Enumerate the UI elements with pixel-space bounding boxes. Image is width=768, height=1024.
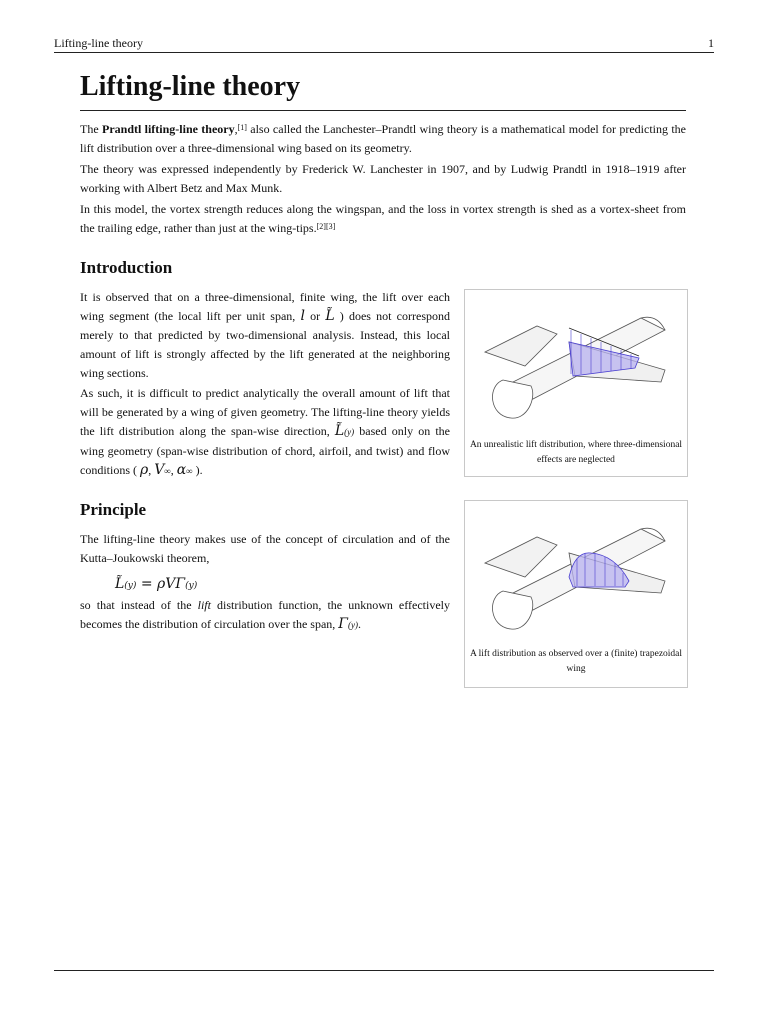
- formula-rhs: = ρVΓ: [136, 576, 186, 592]
- citation-2-3[interactable]: [2][3]: [316, 222, 336, 231]
- math-L-y: L̃: [334, 423, 345, 439]
- principle-heading: Principle: [80, 500, 147, 519]
- math-sep-2: ,: [170, 463, 177, 477]
- formula-lhs-subscript: (y): [124, 581, 137, 591]
- intro-paragraph-2: The theory was expressed independently by Frederick W. Lanchester in 1907, and by Ludwig Prandtl in 1918–1919 after working with Albert Betz and Max Munk.: [80, 162, 686, 195]
- figure-uniform-lift: [464, 289, 688, 477]
- figure-2-caption: A lift distribution as observed over a (finite) trapezoidal wing: [469, 649, 683, 674]
- intro-p1-rest: also called the Lanchester–Prandtl wing theory is a mathematical model for predicting the lift distribution over a three-dimensional wing based on its geometry.: [80, 122, 686, 155]
- math-V: V: [154, 462, 165, 478]
- introduction-paragraph-1: [80, 288, 450, 383]
- intro-paragraph-1: [80, 120, 686, 158]
- math-rho: ρ: [140, 462, 149, 478]
- wing-illustration-trapezoidal: [465, 501, 687, 651]
- citation-1[interactable]: [1]: [237, 123, 247, 132]
- math-L-tilde: L̃: [325, 308, 335, 324]
- page-title: Lifting-line theory: [80, 70, 686, 111]
- tailplane-2: [485, 537, 557, 577]
- intro-text-or: or: [304, 309, 326, 323]
- intro2-text-a: As such, it is difficult to predict analytically the overall amount of lift that will be generated by a wing of given geometry. The lifting-line theory yields the lift distribution along the span-wise direction,: [80, 386, 450, 438]
- intro-paragraph-3: [80, 200, 686, 238]
- formula-lhs: L̃: [115, 576, 125, 592]
- intro2-text-b: based only on the wing geometry (span-wise distribution of chord, airfoil, and twist) and flow conditions (: [80, 424, 450, 477]
- principle-paragraph-1: The lifting-line theory makes use of the concept of circulation and of the Kutta–Joukowski theorem,: [80, 532, 450, 565]
- math-L-y-subscript: (y): [344, 427, 355, 437]
- figure-trapezoidal-lift: [464, 500, 688, 688]
- figure-1-caption: An unrealistic lift distribution, where three-dimensional effects are neglected: [469, 440, 683, 465]
- kutta-joukowski-formula: [115, 576, 197, 592]
- principle-text-a: so that instead of the: [80, 598, 198, 612]
- principle-lift-italic: lift: [197, 598, 211, 612]
- running-header: [54, 36, 714, 53]
- introduction-heading: Introduction: [80, 258, 173, 277]
- fuselage-cross-section-2: [493, 591, 533, 629]
- math-l: l: [300, 308, 305, 324]
- introduction-paragraph-2: [80, 384, 450, 481]
- intro-p1-term: Prandtl lifting-line theory: [101, 122, 235, 136]
- fuselage-cross-section: [493, 380, 533, 418]
- intro-p1-comma: ,: [234, 122, 238, 136]
- math-V-subscript: ∞: [164, 466, 171, 476]
- formula-rhs-subscript: (y): [185, 581, 198, 591]
- intro-text-a: It is observed that on a three-dimensional, finite wing, the lift over each wing segment (the local lift per unit span,: [80, 290, 450, 323]
- principle-paragraph-2: [80, 596, 450, 635]
- running-title: Lifting-line theory: [54, 36, 143, 50]
- footer-rule: [54, 970, 714, 971]
- math-alpha: α: [176, 462, 187, 478]
- math-alpha-subscript: ∞: [186, 466, 193, 476]
- tailplane: [485, 326, 557, 366]
- intro-p1-lead: The: [80, 122, 102, 136]
- math-gamma: Γ: [338, 616, 348, 632]
- principle-text-dot: .: [357, 617, 361, 631]
- page-number: 1: [708, 36, 714, 50]
- math-sep-1: ,: [148, 463, 155, 477]
- intro-p3-text: In this model, the vortex strength reduces along the wingspan, and the loss in vortex strength is shed as a vortex-sheet from the trailing edge, rather than just at the wing-tips.: [80, 202, 686, 235]
- intro-text-b: ) does not correspond merely to that predicted by two-dimensional analysis. Instead, this local amount of lift is strongly affected by the lift generated at the neighboring wing sections.: [80, 309, 450, 380]
- intro2-text-c: ).: [192, 463, 203, 477]
- math-gamma-subscript: (y): [347, 620, 358, 630]
- wing-illustration-uniform: [465, 290, 687, 440]
- principle-text-b: distribution function, the unknown effectively becomes the distribution of circulation over the span,: [80, 598, 451, 631]
